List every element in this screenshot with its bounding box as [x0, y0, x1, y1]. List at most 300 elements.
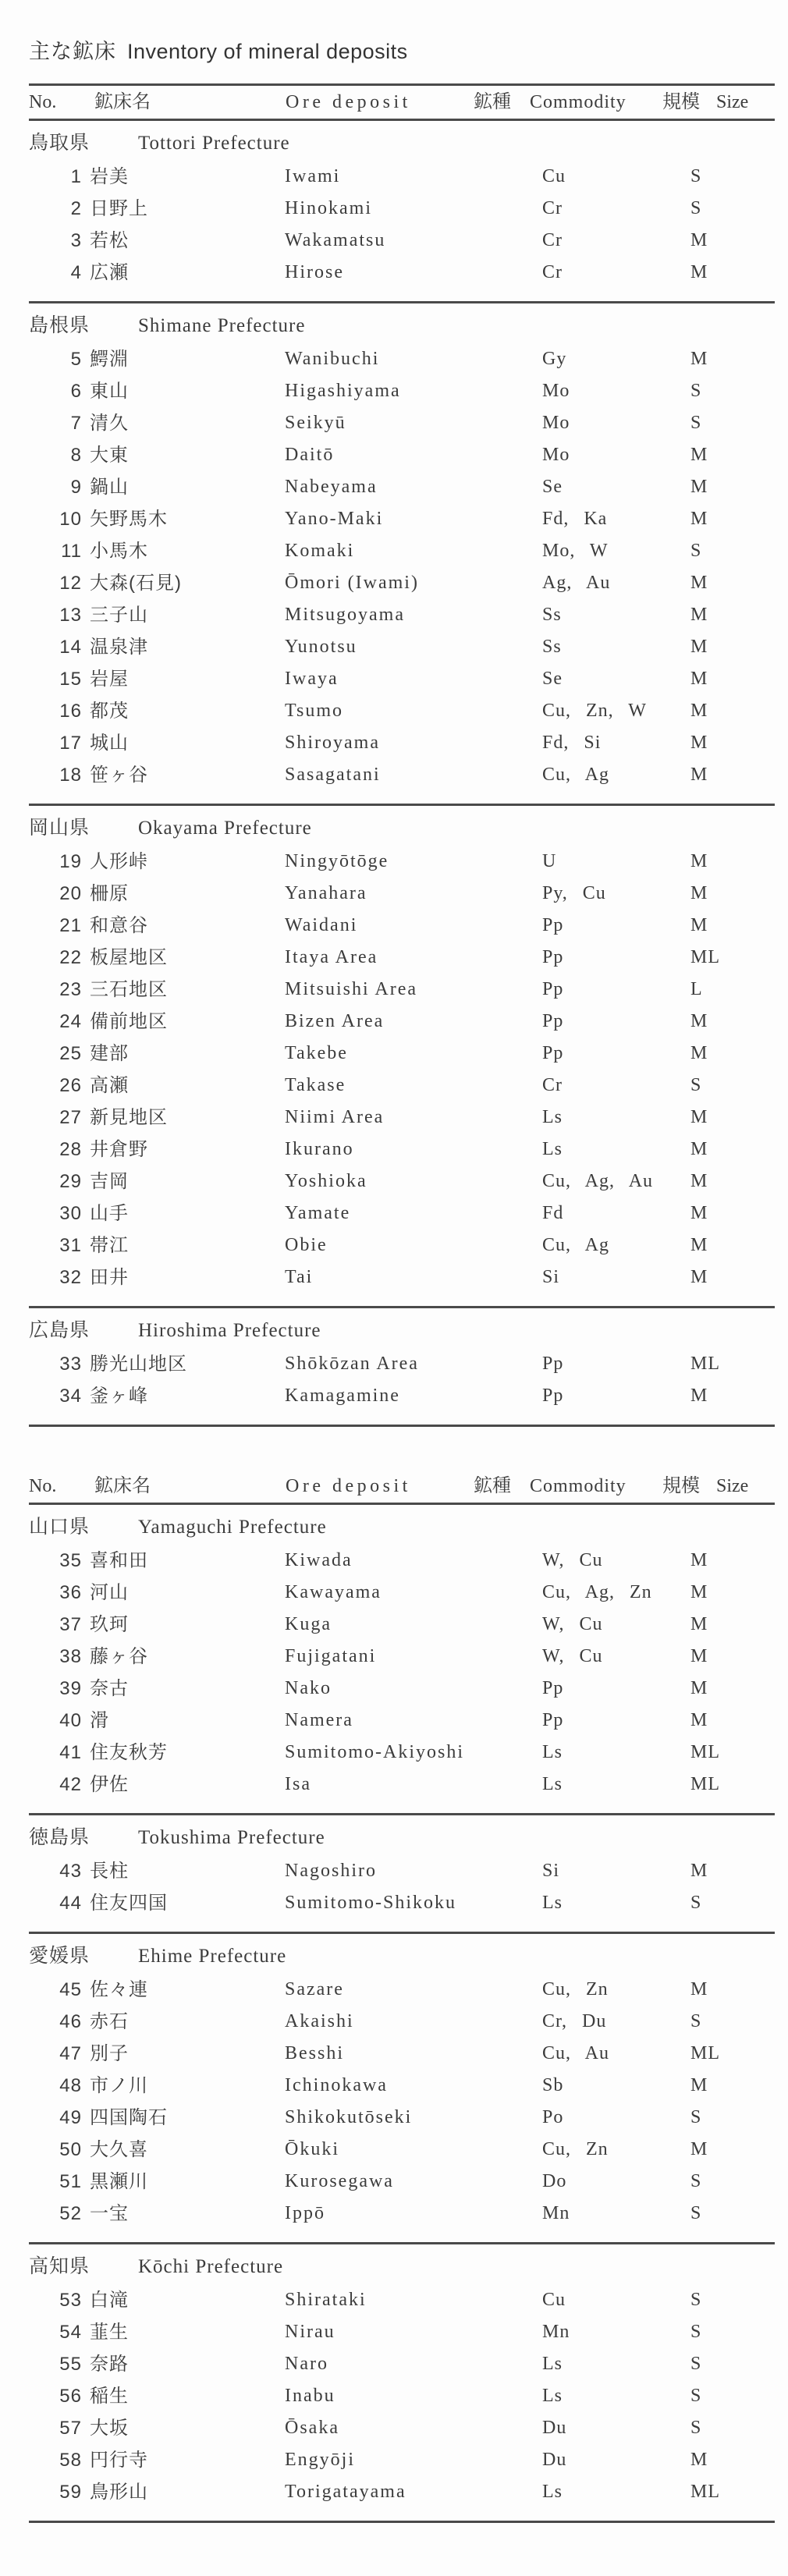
deposit-name-ja: 大坂 — [90, 2418, 129, 2439]
deposit-size: M — [690, 1171, 708, 1191]
deposit-commodity: Ss — [542, 637, 562, 657]
deposit-row — [29, 375, 775, 407]
deposit-row — [29, 695, 775, 727]
deposit-commodity: W, Cu — [542, 1550, 603, 1570]
deposit-row — [29, 2134, 775, 2166]
deposit-name-romaji: Hirose — [285, 262, 344, 282]
deposit-name-ja: 住友秋芳 — [90, 1742, 168, 1763]
deposit-commodity: Pp — [542, 1386, 564, 1406]
deposit-name-romaji: Engyōji — [285, 2450, 355, 2470]
prefecture-header — [29, 806, 775, 839]
deposit-name-romaji: Iwami — [285, 166, 341, 186]
deposit-name-romaji: Mitsuishi Area — [285, 979, 417, 999]
deposit-name-romaji: Besshi — [285, 2043, 345, 2063]
deposit-name-ja: 矢野馬木 — [90, 509, 168, 530]
deposit-name-ja: 奈古 — [90, 1678, 129, 1699]
deposit-size: M — [690, 915, 708, 935]
deposit-commodity: Pp — [542, 979, 564, 999]
deposit-no: 7 — [70, 413, 82, 434]
deposit-no: 29 — [59, 1171, 82, 1192]
deposit-name-ja: 和意谷 — [90, 915, 148, 936]
deposit-row — [29, 225, 775, 257]
prefecture-name-ja: 広島県 — [29, 1319, 91, 1341]
deposit-no: 14 — [59, 637, 82, 658]
col-header-ore-deposit: Ore deposit — [286, 92, 411, 112]
table-sections — [29, 1505, 775, 2523]
deposit-commodity: Mo — [542, 381, 570, 401]
deposit-name-ja: 玖珂 — [90, 1614, 129, 1635]
deposit-name-romaji: Nako — [285, 1678, 332, 1698]
prefecture-section — [29, 121, 775, 303]
deposit-commodity: Pp — [542, 947, 564, 967]
deposit-row — [29, 2006, 775, 2038]
deposit-no: 12 — [59, 573, 82, 594]
deposit-row — [29, 1737, 775, 1769]
deposit-no: 56 — [59, 2386, 82, 2407]
deposit-no: 17 — [59, 733, 82, 754]
deposit-no: 47 — [59, 2043, 82, 2064]
deposit-no: 41 — [59, 1742, 82, 1763]
deposit-row — [29, 1070, 775, 1102]
col-header-commodity-ja: 鉱種 — [474, 1476, 511, 1496]
deposit-name-romaji: Seikyū — [285, 413, 346, 433]
deposit-commodity: Ls — [542, 1139, 563, 1159]
deposit-name-romaji: Komaki — [285, 541, 355, 561]
deposit-no: 30 — [59, 1203, 82, 1224]
deposit-commodity: Ls — [542, 2386, 563, 2406]
deposit-no: 11 — [61, 541, 82, 562]
deposit-size: M — [690, 765, 708, 785]
deposit-name-romaji: Takebe — [285, 1043, 348, 1063]
deposit-commodity: Py, Cu — [542, 883, 606, 903]
deposit-no: 16 — [59, 701, 82, 722]
deposit-commodity: Pp — [542, 1710, 564, 1730]
deposit-row — [29, 1102, 775, 1134]
deposit-size: M — [690, 1678, 708, 1698]
col-header-no: No. — [29, 1476, 57, 1496]
deposit-name-romaji: Sumitomo-Akiyoshi — [285, 1742, 465, 1762]
deposit-name-romaji: Nabeyama — [285, 477, 378, 497]
col-header-ore-deposit: Ore deposit — [286, 1476, 411, 1496]
deposit-row — [29, 343, 775, 375]
deposit-no: 2 — [70, 198, 82, 219]
deposit-row — [29, 2380, 775, 2412]
deposit-size: M — [690, 1979, 708, 1999]
deposit-table — [29, 1470, 775, 2523]
deposit-name-ja: 藤ヶ谷 — [90, 1646, 148, 1667]
deposit-name-romaji: Daitō — [285, 445, 335, 465]
deposit-name-ja: 温泉津 — [90, 637, 148, 658]
deposit-no: 25 — [59, 1043, 82, 1064]
deposit-commodity: Si — [542, 1267, 560, 1287]
deposit-no: 45 — [59, 1979, 82, 2000]
section-rows — [29, 1348, 775, 1412]
deposit-row — [29, 1380, 775, 1412]
deposit-name-ja: 四国陶石 — [90, 2107, 168, 2128]
deposit-name-romaji: Kawayama — [285, 1582, 382, 1602]
deposit-no: 9 — [70, 477, 82, 498]
table-sections — [29, 121, 775, 1427]
deposit-size: M — [690, 1861, 708, 1881]
deposit-commodity: Fd — [542, 1203, 564, 1223]
deposit-commodity: Se — [542, 669, 563, 689]
deposit-size: M — [690, 509, 708, 529]
deposit-name-romaji: Yano-Maki — [285, 509, 384, 529]
prefecture-section — [29, 1308, 775, 1427]
deposit-name-ja: 釜ヶ峰 — [90, 1386, 148, 1407]
prefecture-name-en: Hiroshima Prefecture — [138, 1320, 321, 1341]
deposit-name-romaji: Niimi Area — [285, 1107, 385, 1127]
deposit-size: M — [690, 1107, 708, 1127]
deposit-name-romaji: Ōsaka — [285, 2418, 339, 2438]
prefecture-section — [29, 303, 775, 806]
deposit-commodity: Se — [542, 477, 563, 497]
deposit-no: 6 — [70, 381, 82, 402]
deposit-size: M — [690, 1386, 708, 1406]
deposit-commodity: Cr — [542, 198, 563, 218]
deposit-name-ja: 稲生 — [90, 2386, 129, 2407]
deposit-name-romaji: Yanahara — [285, 883, 367, 903]
deposit-size: S — [690, 2354, 702, 2374]
deposit-commodity: Cu, Ag, Au — [542, 1171, 654, 1191]
deposit-name-ja: 佐々連 — [90, 1979, 148, 2000]
col-header-commodity-en: Commodity — [530, 1476, 626, 1496]
deposit-no: 53 — [59, 2290, 82, 2311]
deposit-size: M — [690, 1267, 708, 1287]
deposit-no: 3 — [70, 230, 82, 251]
col-header-commodity-ja: 鉱種 — [474, 92, 511, 112]
deposit-row — [29, 1974, 775, 2006]
deposit-no: 26 — [59, 1075, 82, 1096]
deposit-commodity: Po — [542, 2107, 564, 2127]
deposit-name-romaji: Sasagatani — [285, 765, 381, 785]
deposit-row — [29, 2316, 775, 2348]
deposit-name-romaji: Sumitomo-Shikoku — [285, 1893, 457, 1913]
deposit-row — [29, 599, 775, 631]
deposit-size: S — [690, 2171, 702, 2191]
deposit-name-ja: 一宝 — [90, 2203, 129, 2224]
deposit-row — [29, 439, 775, 471]
prefecture-name-ja: 山口県 — [29, 1516, 91, 1538]
deposit-name-ja: 鍋山 — [90, 477, 129, 498]
deposit-name-ja: 帯江 — [90, 1235, 129, 1256]
deposit-row — [29, 1641, 775, 1673]
deposit-name-romaji: Wakamatsu — [285, 230, 386, 250]
deposit-row — [29, 2476, 775, 2508]
deposit-size: M — [690, 1235, 708, 1255]
deposit-name-ja: 山手 — [90, 1203, 129, 1224]
deposit-name-romaji: Ningyōtōge — [285, 851, 389, 871]
deposit-name-ja: 赤石 — [90, 2011, 129, 2032]
deposit-name-ja: 喜和田 — [90, 1550, 148, 1571]
prefecture-name-en: Ehime Prefecture — [138, 1946, 287, 1967]
deposit-row — [29, 631, 775, 663]
deposit-no: 39 — [59, 1678, 82, 1699]
deposit-size: M — [690, 1614, 708, 1634]
deposit-name-ja: 吉岡 — [90, 1171, 129, 1192]
deposit-row — [29, 503, 775, 535]
deposit-size: M — [690, 230, 708, 250]
section-rows — [29, 2284, 775, 2508]
deposit-commodity: Ss — [542, 605, 562, 625]
deposit-commodity: Mn — [542, 2203, 570, 2223]
col-header-size-ja: 規模 — [662, 92, 700, 112]
deposit-name-romaji: Fujigatani — [285, 1646, 377, 1666]
deposit-name-romaji: Shiroyama — [285, 733, 380, 753]
deposit-row — [29, 471, 775, 503]
table-header-row — [29, 1470, 775, 1505]
deposit-no: 5 — [70, 349, 82, 370]
deposit-no: 1 — [70, 166, 82, 187]
deposit-name-romaji: Naro — [285, 2354, 328, 2374]
deposit-commodity: U — [542, 851, 557, 871]
deposit-row — [29, 1609, 775, 1641]
deposit-size: M — [690, 349, 708, 369]
page-title-japanese: 主な鉱床 — [29, 40, 116, 63]
prefecture-name-en: Shimane Prefecture — [138, 315, 306, 336]
deposit-row — [29, 1038, 775, 1070]
col-header-size-en: Size — [716, 1476, 749, 1496]
deposit-size: ML — [690, 1774, 720, 1794]
deposit-name-ja: 三石地区 — [90, 979, 168, 1000]
deposit-no: 57 — [59, 2418, 82, 2439]
deposit-no: 4 — [70, 262, 82, 283]
deposit-commodity: Ls — [542, 1774, 563, 1794]
deposit-size: M — [690, 1139, 708, 1159]
deposit-no: 52 — [59, 2203, 82, 2224]
deposit-row — [29, 1545, 775, 1577]
deposit-name-ja: 岩屋 — [90, 669, 129, 690]
col-header-no: No. — [29, 92, 57, 112]
prefecture-section — [29, 1505, 775, 1815]
deposit-row — [29, 2198, 775, 2230]
deposit-row — [29, 1261, 775, 1293]
deposit-commodity: Cr, Du — [542, 2011, 607, 2031]
deposit-size: S — [690, 166, 702, 186]
deposit-name-romaji: Tsumo — [285, 701, 343, 721]
deposit-no: 18 — [59, 765, 82, 786]
deposit-name-ja: 奈路 — [90, 2354, 129, 2375]
deposit-name-ja: 鳥形山 — [90, 2482, 148, 2503]
deposit-row — [29, 1006, 775, 1038]
prefecture-name-ja: 高知県 — [29, 2255, 91, 2277]
deposit-commodity: Sb — [542, 2075, 564, 2095]
deposit-row — [29, 727, 775, 759]
deposit-no: 10 — [59, 509, 82, 530]
col-header-name-ja: 鉱床名 — [94, 92, 151, 112]
deposit-name-ja: 住友四国 — [90, 1893, 168, 1914]
deposit-no: 50 — [59, 2139, 82, 2160]
section-rows — [29, 1545, 775, 1801]
deposit-name-ja: 人形峠 — [90, 851, 148, 872]
deposit-commodity: Ls — [542, 2354, 563, 2374]
deposit-row — [29, 2166, 775, 2198]
deposit-name-romaji: Kiwada — [285, 1550, 353, 1570]
deposit-name-ja: 都茂 — [90, 701, 129, 722]
deposit-no: 19 — [59, 851, 82, 872]
deposit-row — [29, 1769, 775, 1801]
deposit-size: M — [690, 637, 708, 657]
deposit-size: S — [690, 198, 702, 218]
deposit-no: 20 — [59, 883, 82, 904]
deposit-row — [29, 1198, 775, 1229]
deposit-row — [29, 2102, 775, 2134]
deposit-name-romaji: Takase — [285, 1075, 346, 1095]
prefecture-name-en: Tokushima Prefecture — [138, 1827, 325, 1848]
deposit-commodity: Cu, Zn — [542, 2139, 609, 2159]
deposit-size: M — [690, 669, 708, 689]
deposit-name-ja: 韮生 — [90, 2322, 129, 2343]
prefecture-section — [29, 1934, 775, 2244]
deposit-name-romaji: Obie — [285, 1235, 328, 1255]
deposit-size: M — [690, 573, 708, 593]
tables-container — [29, 83, 775, 2523]
deposit-name-ja: 岩美 — [90, 166, 129, 187]
deposit-no: 51 — [59, 2171, 82, 2192]
deposit-commodity: Pp — [542, 1011, 564, 1031]
prefecture-name-ja: 愛媛県 — [29, 1945, 91, 1967]
deposit-name-ja: 黒瀬川 — [90, 2171, 148, 2192]
deposit-commodity: Ls — [542, 1107, 563, 1127]
deposit-no: 43 — [59, 1861, 82, 1882]
deposit-no: 48 — [59, 2075, 82, 2096]
deposit-name-ja: 若松 — [90, 230, 129, 251]
deposit-commodity: Do — [542, 2171, 567, 2191]
deposit-name-romaji: Kurosegawa — [285, 2171, 394, 2191]
deposit-size: M — [690, 701, 708, 721]
prefecture-header — [29, 121, 775, 154]
deposit-commodity: Du — [542, 2450, 567, 2470]
deposit-commodity: Cu, Ag, Zn — [542, 1582, 652, 1602]
deposit-row — [29, 759, 775, 791]
deposit-commodity: Cu, Au — [542, 2043, 610, 2063]
deposit-row — [29, 161, 775, 193]
deposit-size: M — [690, 2139, 708, 2159]
deposit-size: M — [690, 445, 708, 465]
deposit-row — [29, 257, 775, 289]
deposit-no: 40 — [59, 1710, 82, 1731]
deposit-no: 32 — [59, 1267, 82, 1288]
deposit-commodity: Pp — [542, 1043, 564, 1063]
deposit-row — [29, 1705, 775, 1737]
deposit-no: 38 — [59, 1646, 82, 1667]
deposit-name-ja: 円行寺 — [90, 2450, 148, 2471]
section-rows — [29, 846, 775, 1293]
deposit-no: 54 — [59, 2322, 82, 2343]
prefecture-header — [29, 1815, 775, 1849]
prefecture-name-ja: 鳥取県 — [29, 132, 91, 154]
deposit-name-romaji: Waidani — [285, 915, 358, 935]
prefecture-section — [29, 806, 775, 1308]
deposit-row — [29, 1673, 775, 1705]
prefecture-name-en: Tottori Prefecture — [138, 133, 290, 154]
deposit-commodity: Cu — [542, 166, 566, 186]
deposit-no: 46 — [59, 2011, 82, 2032]
deposit-name-romaji: Bizen Area — [285, 1011, 385, 1031]
deposit-name-romaji: Namera — [285, 1710, 353, 1730]
deposit-name-romaji: Ippō — [285, 2203, 325, 2223]
deposit-size: S — [690, 2203, 702, 2223]
deposit-name-romaji: Kuga — [285, 1614, 332, 1634]
deposit-name-romaji: Higashiyama — [285, 381, 401, 401]
deposit-name-ja: 鰐淵 — [90, 349, 129, 370]
deposit-name-ja: 大久喜 — [90, 2139, 148, 2160]
deposit-no: 42 — [59, 1774, 82, 1795]
deposit-name-romaji: Torigatayama — [285, 2482, 406, 2502]
deposit-commodity: Pp — [542, 1678, 564, 1698]
deposit-name-romaji: Shirataki — [285, 2290, 367, 2310]
deposit-row — [29, 1229, 775, 1261]
prefecture-header — [29, 1308, 775, 1342]
deposit-commodity: Mn — [542, 2322, 570, 2342]
deposit-commodity: Fd, Ka — [542, 509, 608, 529]
prefecture-name-ja: 岡山県 — [29, 817, 91, 839]
prefecture-header — [29, 1934, 775, 1967]
col-header-size-ja: 規模 — [662, 1476, 700, 1496]
deposit-name-ja: 柵原 — [90, 883, 129, 904]
deposit-commodity: Cr — [542, 230, 563, 250]
deposit-row — [29, 974, 775, 1006]
deposit-name-ja: 新見地区 — [90, 1107, 168, 1128]
deposit-no: 13 — [59, 605, 82, 626]
deposit-size: S — [690, 1075, 702, 1095]
deposit-name-ja: 小馬木 — [90, 541, 148, 562]
deposit-size: M — [690, 2075, 708, 2095]
deposit-name-romaji: Shikokutōseki — [285, 2107, 413, 2127]
deposit-commodity: W, Cu — [542, 1646, 603, 1666]
deposit-name-ja: 広瀬 — [90, 262, 129, 283]
deposit-row — [29, 1577, 775, 1609]
deposit-commodity: W, Cu — [542, 1614, 603, 1634]
deposit-name-romaji: Hinokami — [285, 198, 372, 218]
deposit-size: M — [690, 1011, 708, 1031]
deposit-size: M — [690, 1646, 708, 1666]
deposit-no: 27 — [59, 1107, 82, 1128]
deposit-row — [29, 2038, 775, 2070]
deposit-name-romaji: Tai — [285, 1267, 314, 1287]
prefecture-name-ja: 島根県 — [29, 314, 91, 336]
deposit-row — [29, 535, 775, 567]
prefecture-name-en: Yamaguchi Prefecture — [138, 1517, 327, 1538]
deposit-size: S — [690, 1893, 702, 1913]
deposit-no: 59 — [59, 2482, 82, 2503]
deposit-name-romaji: Itaya Area — [285, 947, 378, 967]
deposit-row — [29, 567, 775, 599]
deposit-size: S — [690, 2107, 702, 2127]
prefecture-name-ja: 徳島県 — [29, 1826, 91, 1848]
deposit-size: L — [690, 979, 703, 999]
deposit-no: 15 — [59, 669, 82, 690]
deposit-size: M — [690, 1043, 708, 1063]
deposit-size: ML — [690, 2482, 720, 2502]
deposit-name-ja: 東山 — [90, 381, 129, 402]
deposit-no: 22 — [59, 947, 82, 968]
deposit-commodity: Mo, W — [542, 541, 609, 561]
deposit-size: M — [690, 605, 708, 625]
deposit-size: ML — [690, 1354, 720, 1374]
prefecture-section — [29, 1815, 775, 1934]
deposit-name-romaji: Ōkuki — [285, 2139, 339, 2159]
deposit-row — [29, 2070, 775, 2102]
deposit-row — [29, 663, 775, 695]
prefecture-header — [29, 1505, 775, 1538]
deposit-name-ja: 滑 — [90, 1710, 109, 1731]
deposit-name-romaji: Ichinokawa — [285, 2075, 388, 2095]
deposit-no: 36 — [59, 1582, 82, 1603]
prefecture-section — [29, 2244, 775, 2523]
deposit-commodity: Cu, Ag — [542, 765, 610, 785]
deposit-commodity: Mo — [542, 445, 570, 465]
